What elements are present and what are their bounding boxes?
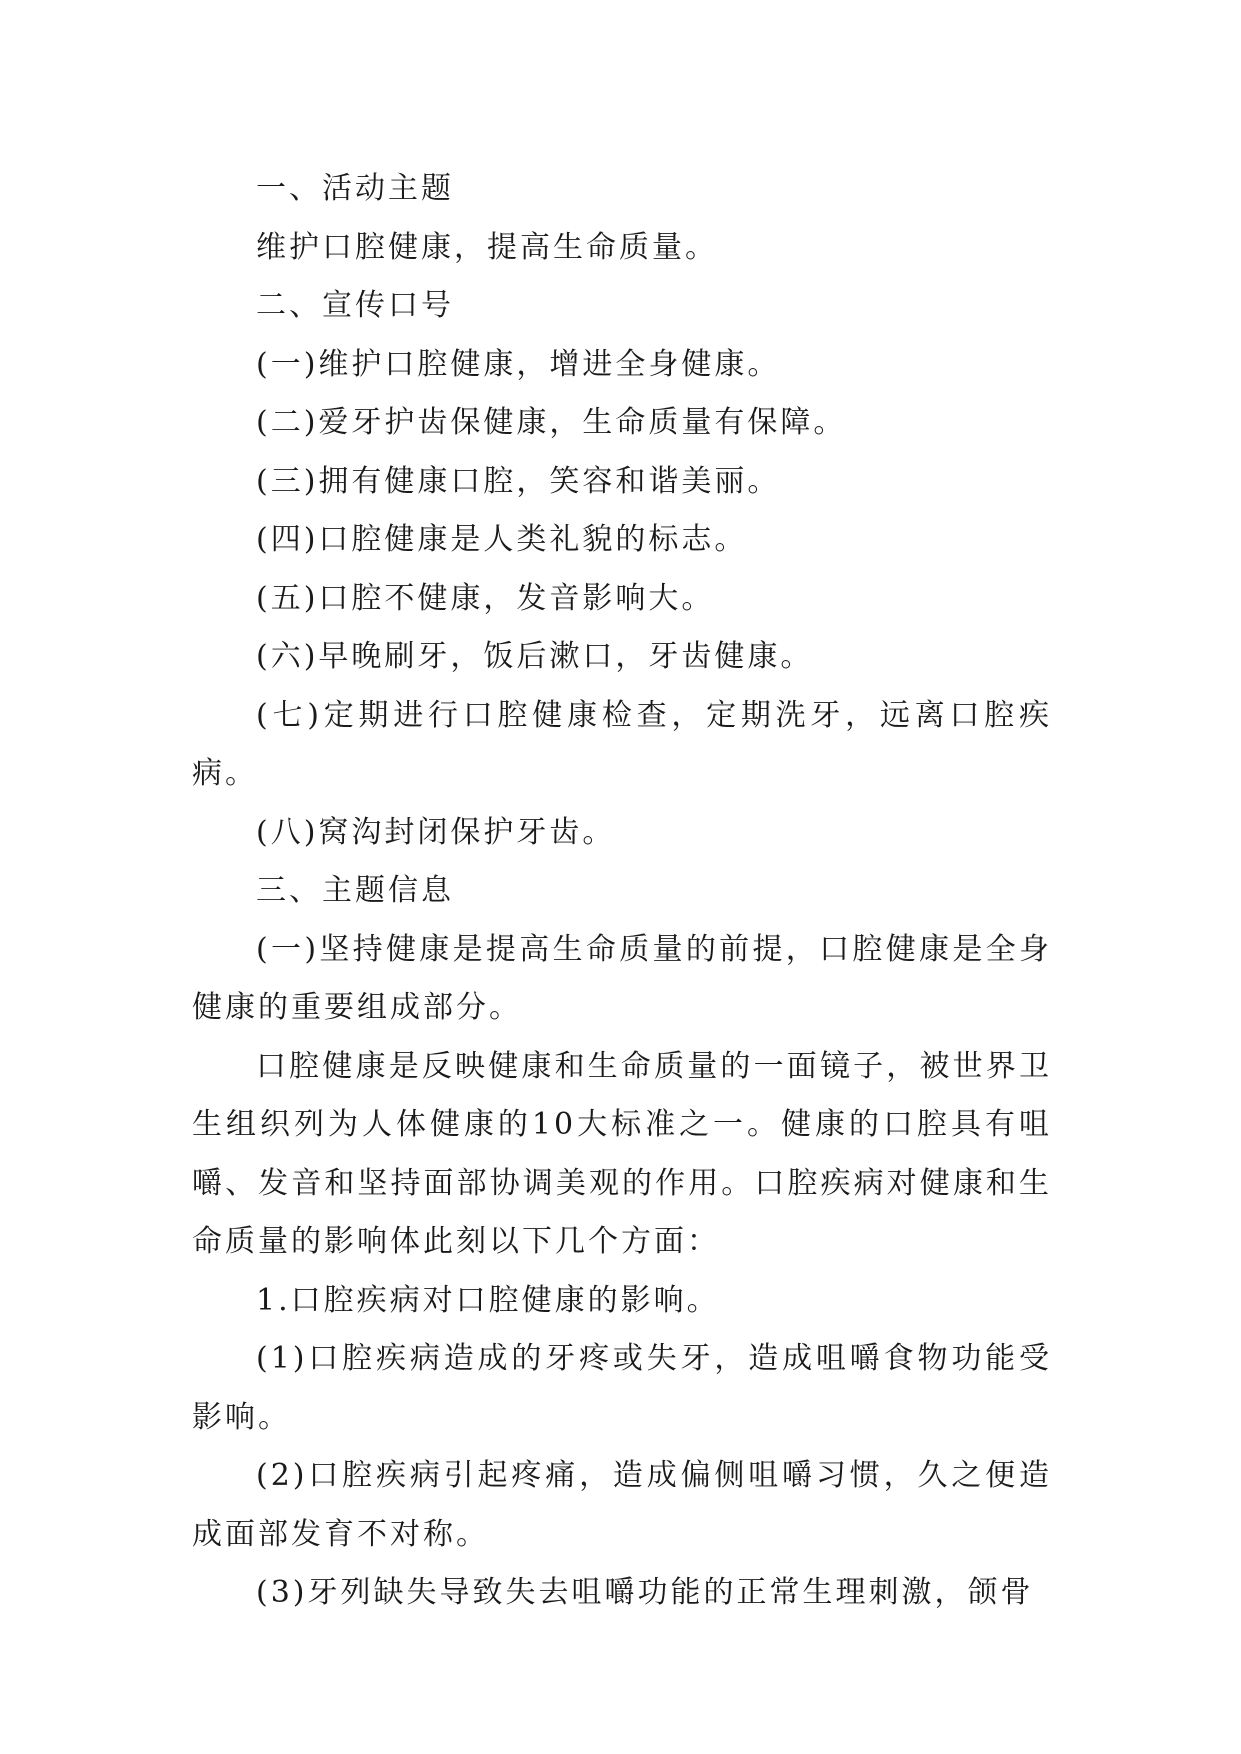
slogan-item: (五)口腔不健康，发音影响大。 [256, 580, 715, 616]
slogan-item: (八)窝沟封闭保护牙齿。 [256, 814, 616, 850]
heading-theme-info: 三、主题信息 [256, 873, 454, 908]
slogan-item: (一)维护口腔健康，增进全身健康。 [256, 346, 781, 382]
body-paragraph: 口腔健康是反映健康和生命质量的一面镜子，被世界卫生组织列为人体健康的10大标准之一。健康的口腔具有咀嚼、发音和坚持面部协调美观的作用。口腔疾病对健康和生命质量的影响体此刻以下几个方面： [192, 1048, 1052, 1259]
heading-slogans: 二、宣传口号 [256, 288, 454, 323]
document-body [192, 160, 1052, 1623]
slogan-item: (四)口腔健康是人类礼貌的标志。 [256, 522, 748, 557]
slogan-item: (三)拥有健康口腔，笑容和谐美丽。 [256, 463, 781, 499]
list-item: (3)牙列缺失导致失去咀嚼功能的正常生理刺激，颌骨 [256, 1575, 1034, 1610]
slogan-item: (七)定期进行口腔健康检查，定期洗牙，远离口腔疾病。 [192, 697, 1052, 791]
list-item: (2)口腔疾病引起疼痛，造成偏侧咀嚼习惯，久之便造成面部发育不对称。 [192, 1458, 1052, 1552]
heading-activity-theme: 一、活动主题 [256, 171, 454, 206]
theme-info-point: (一)坚持健康是提高生命质量的前提，口腔健康是全身健康的重要组成部分。 [192, 931, 1052, 1025]
activity-theme-text: 维护口腔健康，提高生命质量。 [256, 229, 718, 265]
list-item: (1)口腔疾病造成的牙疼或失牙，造成咀嚼食物功能受影响。 [192, 1341, 1052, 1435]
slogan-item: (六)早晚刷牙，饭后漱口，牙齿健康。 [256, 639, 814, 674]
slogan-item: (二)爱牙护齿保健康，生命质量有保障。 [256, 405, 847, 440]
subheading-item: 1.口腔疾病对口腔健康的影响。 [256, 1282, 720, 1318]
